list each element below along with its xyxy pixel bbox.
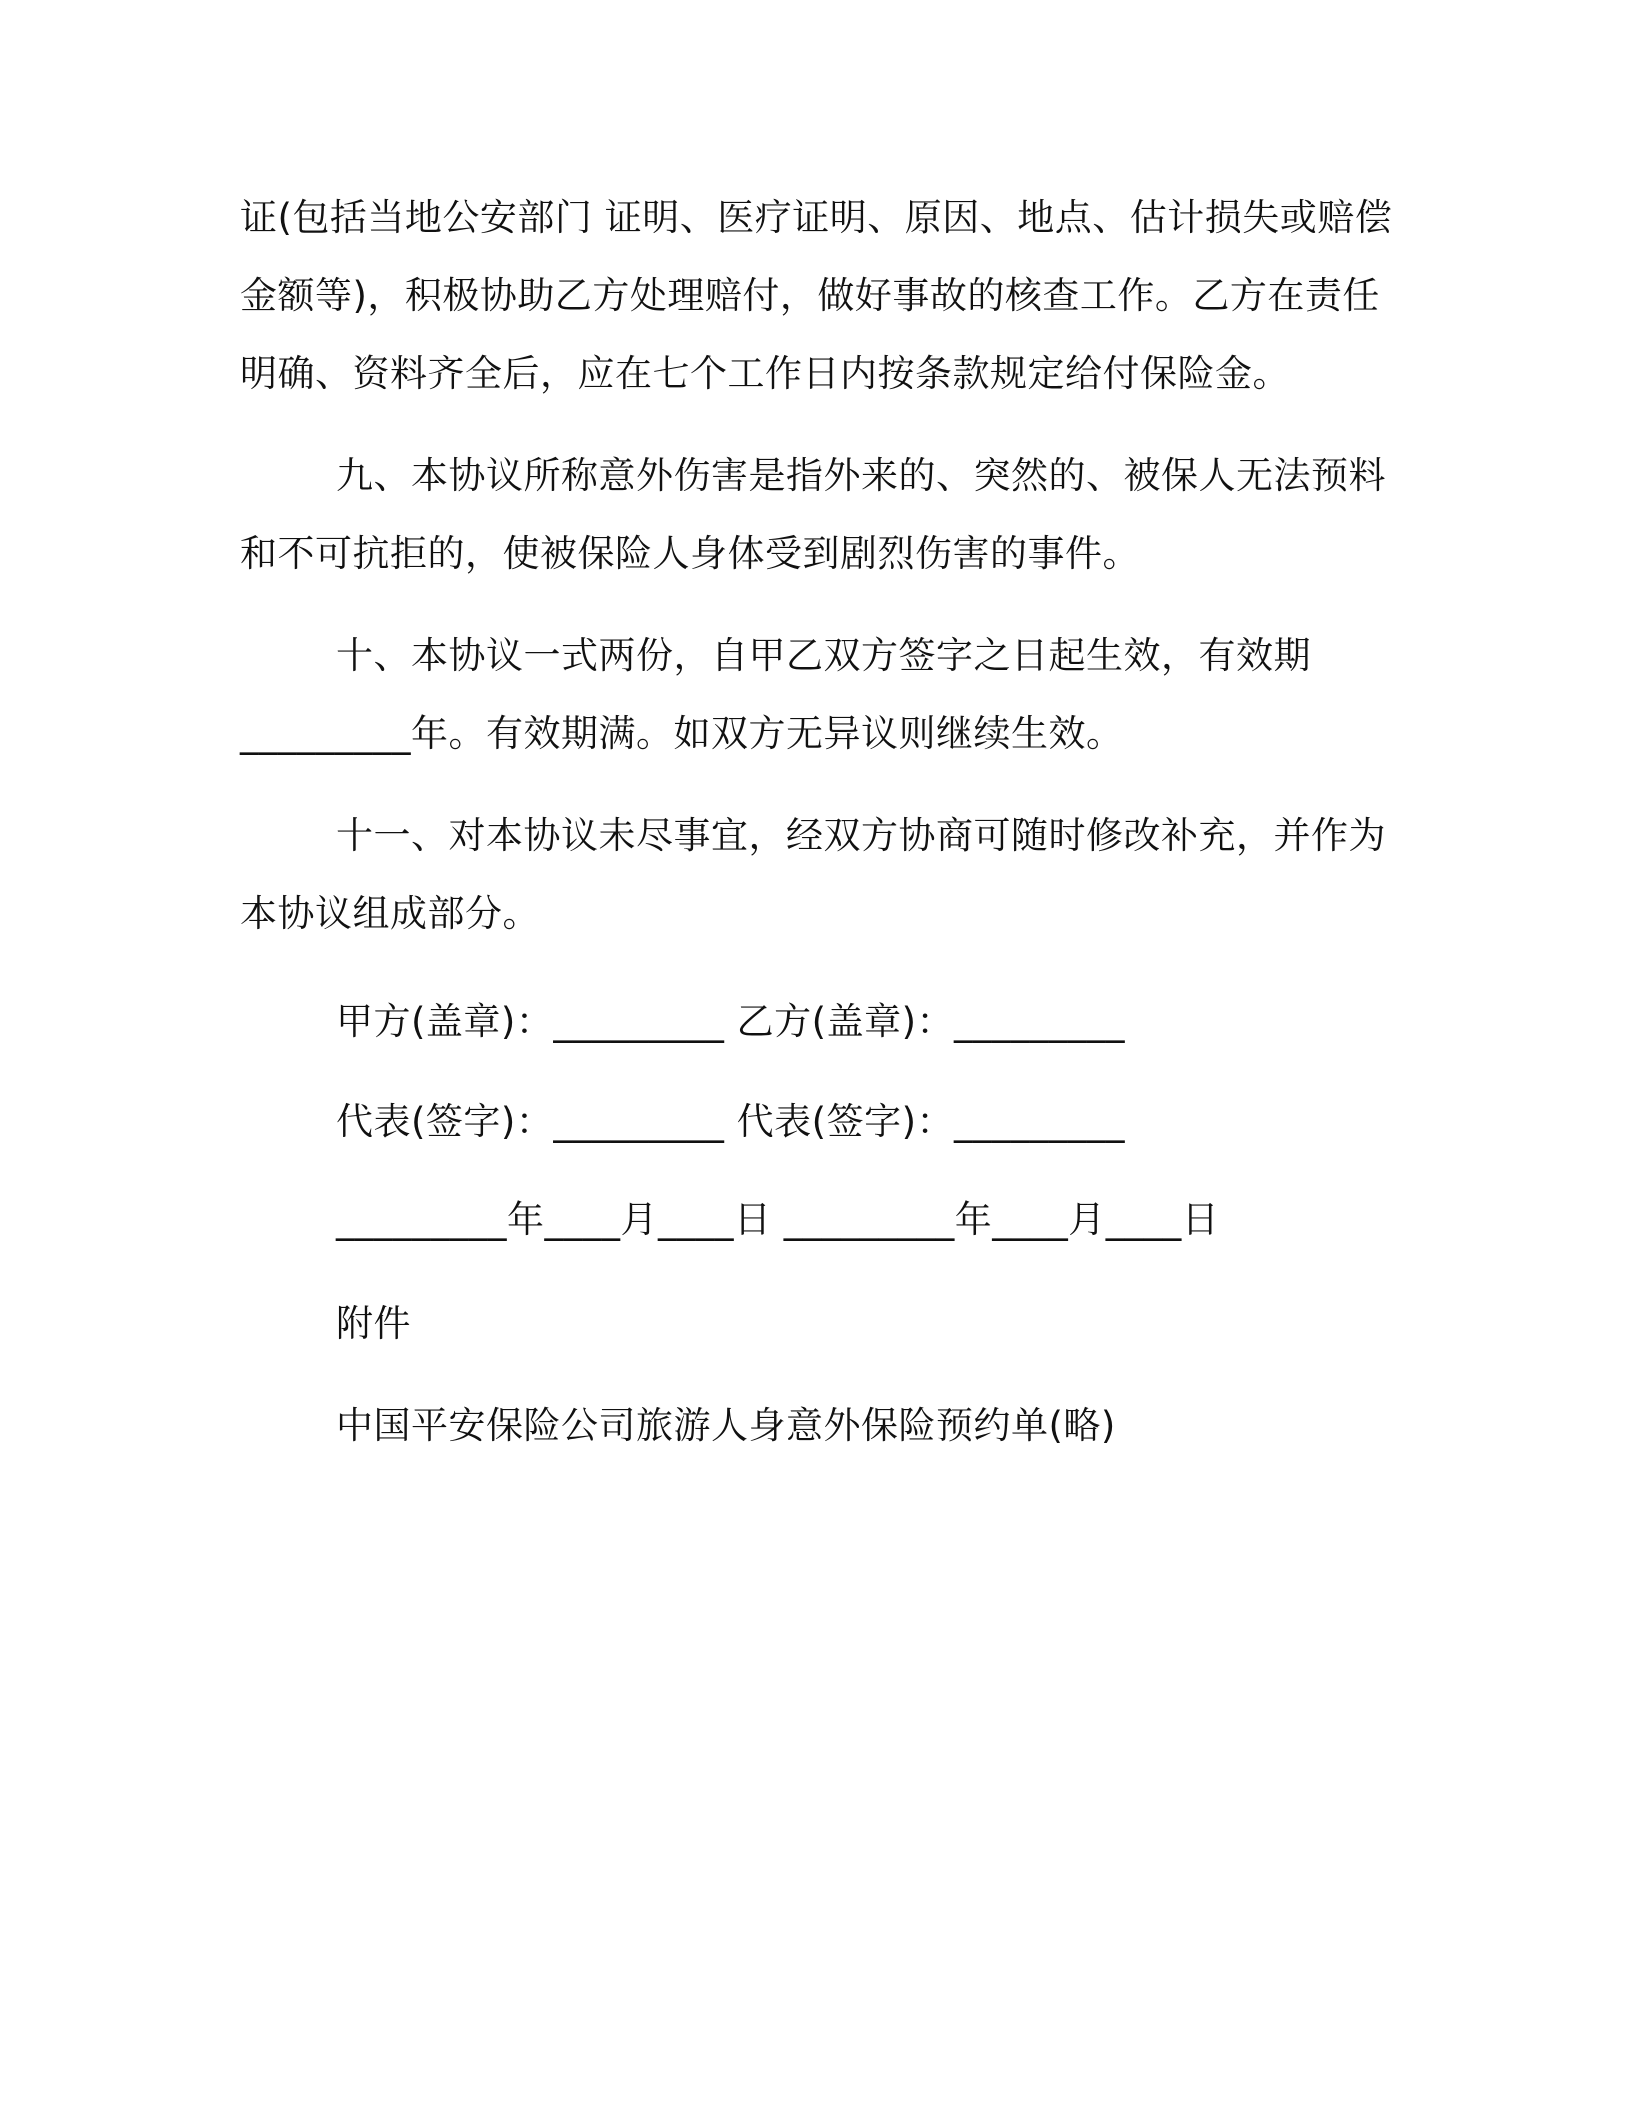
- date-line: _________年____月____日 _________年____月____日: [336, 1198, 1220, 1241]
- seal-signature-line: 甲方(盖章)：_________ 乙方(盖章)：_________: [336, 1000, 1126, 1043]
- paragraph-8-line-1: 证(包括当地公安部门 证明、医疗证明、原因、地点、估计损失或赔偿: [240, 196, 1393, 239]
- paragraph-8-line-3: 明确、资料齐全后，应在七个工作日内按条款规定给付保险金。: [240, 352, 1290, 395]
- paragraph-9-line-1: 九、本协议所称意外伤害是指外来的、突然的、被保人无法预料: [336, 454, 1386, 497]
- paragraph-11-line-1: 十一、对本协议未尽事宜，经双方协商可随时修改补充，并作为: [336, 814, 1386, 857]
- representative-signature-line: 代表(签字)：_________ 代表(签字)：_________: [336, 1100, 1126, 1143]
- paragraph-8-line-2: 金额等)，积极协助乙方处理赔付，做好事故的核查工作。乙方在责任: [240, 274, 1380, 317]
- paragraph-11-line-2: 本协议组成部分。: [240, 892, 540, 935]
- paragraph-10-line-2: _________年。有效期满。如双方无异议则继续生效。: [240, 712, 1124, 755]
- attachment-title: 中国平安保险公司旅游人身意外保险预约单(略): [336, 1404, 1116, 1447]
- paragraph-9-line-2: 和不可抗拒的，使被保险人身体受到剧烈伤害的事件。: [240, 532, 1140, 575]
- attachment-label: 附件: [336, 1302, 411, 1345]
- paragraph-10-line-1: 十、本协议一式两份，自甲乙双方签字之日起生效，有效期: [336, 634, 1311, 677]
